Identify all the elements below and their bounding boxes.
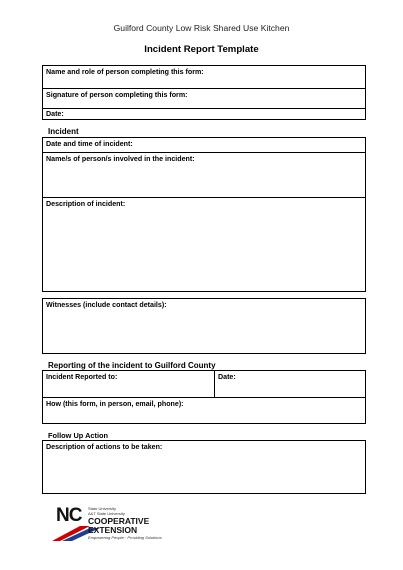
follow-up-box[interactable] bbox=[42, 440, 366, 494]
cooperative-extension-logo bbox=[50, 504, 180, 544]
how-row[interactable] bbox=[43, 397, 365, 424]
name-role-row[interactable] bbox=[43, 66, 365, 88]
signature-row[interactable] bbox=[43, 88, 365, 108]
logo-extension: EXTENSION bbox=[88, 525, 138, 535]
signature-label: Signature of person completing this form: bbox=[46, 91, 188, 99]
logo-nc-mark: NC bbox=[56, 505, 82, 526]
reporting-table bbox=[42, 370, 366, 424]
persons-row[interactable] bbox=[43, 152, 365, 197]
logo-university-1: State University bbox=[88, 506, 117, 511]
name-role-label: Name and role of person completing this form: bbox=[46, 68, 204, 76]
persons-label: Name/s of person/s involved in the incident: bbox=[46, 155, 195, 163]
logo-tagline: Empowering People · Providing Solutions bbox=[88, 535, 162, 540]
how-label: How (this form, in person, email, phone): bbox=[46, 400, 184, 408]
logo-cooperative: COOPERATIVE bbox=[88, 516, 150, 526]
date-time-row[interactable] bbox=[43, 138, 365, 152]
logo-university-2: A&T State University bbox=[88, 511, 125, 516]
date-label: Date: bbox=[46, 110, 64, 118]
date-time-label: Date and time of incident: bbox=[46, 140, 133, 148]
witnesses-box[interactable] bbox=[42, 298, 366, 354]
reported-date-label: Date: bbox=[218, 373, 236, 381]
witnesses-label: Witnesses (include contact details): bbox=[46, 301, 167, 309]
description-row[interactable] bbox=[43, 197, 365, 292]
reported-to-cell[interactable] bbox=[43, 371, 214, 397]
follow-up-heading: Follow Up Action bbox=[48, 431, 109, 440]
reported-to-row bbox=[43, 371, 365, 397]
description-label: Description of incident: bbox=[46, 200, 126, 208]
incident-table bbox=[42, 137, 366, 292]
reported-to-label: Incident Reported to: bbox=[46, 373, 118, 381]
reporting-heading: Reporting of the incident to Guilford County bbox=[48, 361, 216, 370]
organization-name: Guilford County Low Risk Shared Use Kitchen bbox=[113, 23, 290, 33]
incident-heading: Incident bbox=[48, 127, 79, 136]
completer-info-table bbox=[42, 65, 366, 120]
date-row[interactable] bbox=[43, 108, 365, 120]
reported-date-cell[interactable] bbox=[215, 371, 365, 397]
page-title: Incident Report Template bbox=[144, 44, 259, 55]
actions-label: Description of actions to be taken: bbox=[46, 443, 163, 451]
